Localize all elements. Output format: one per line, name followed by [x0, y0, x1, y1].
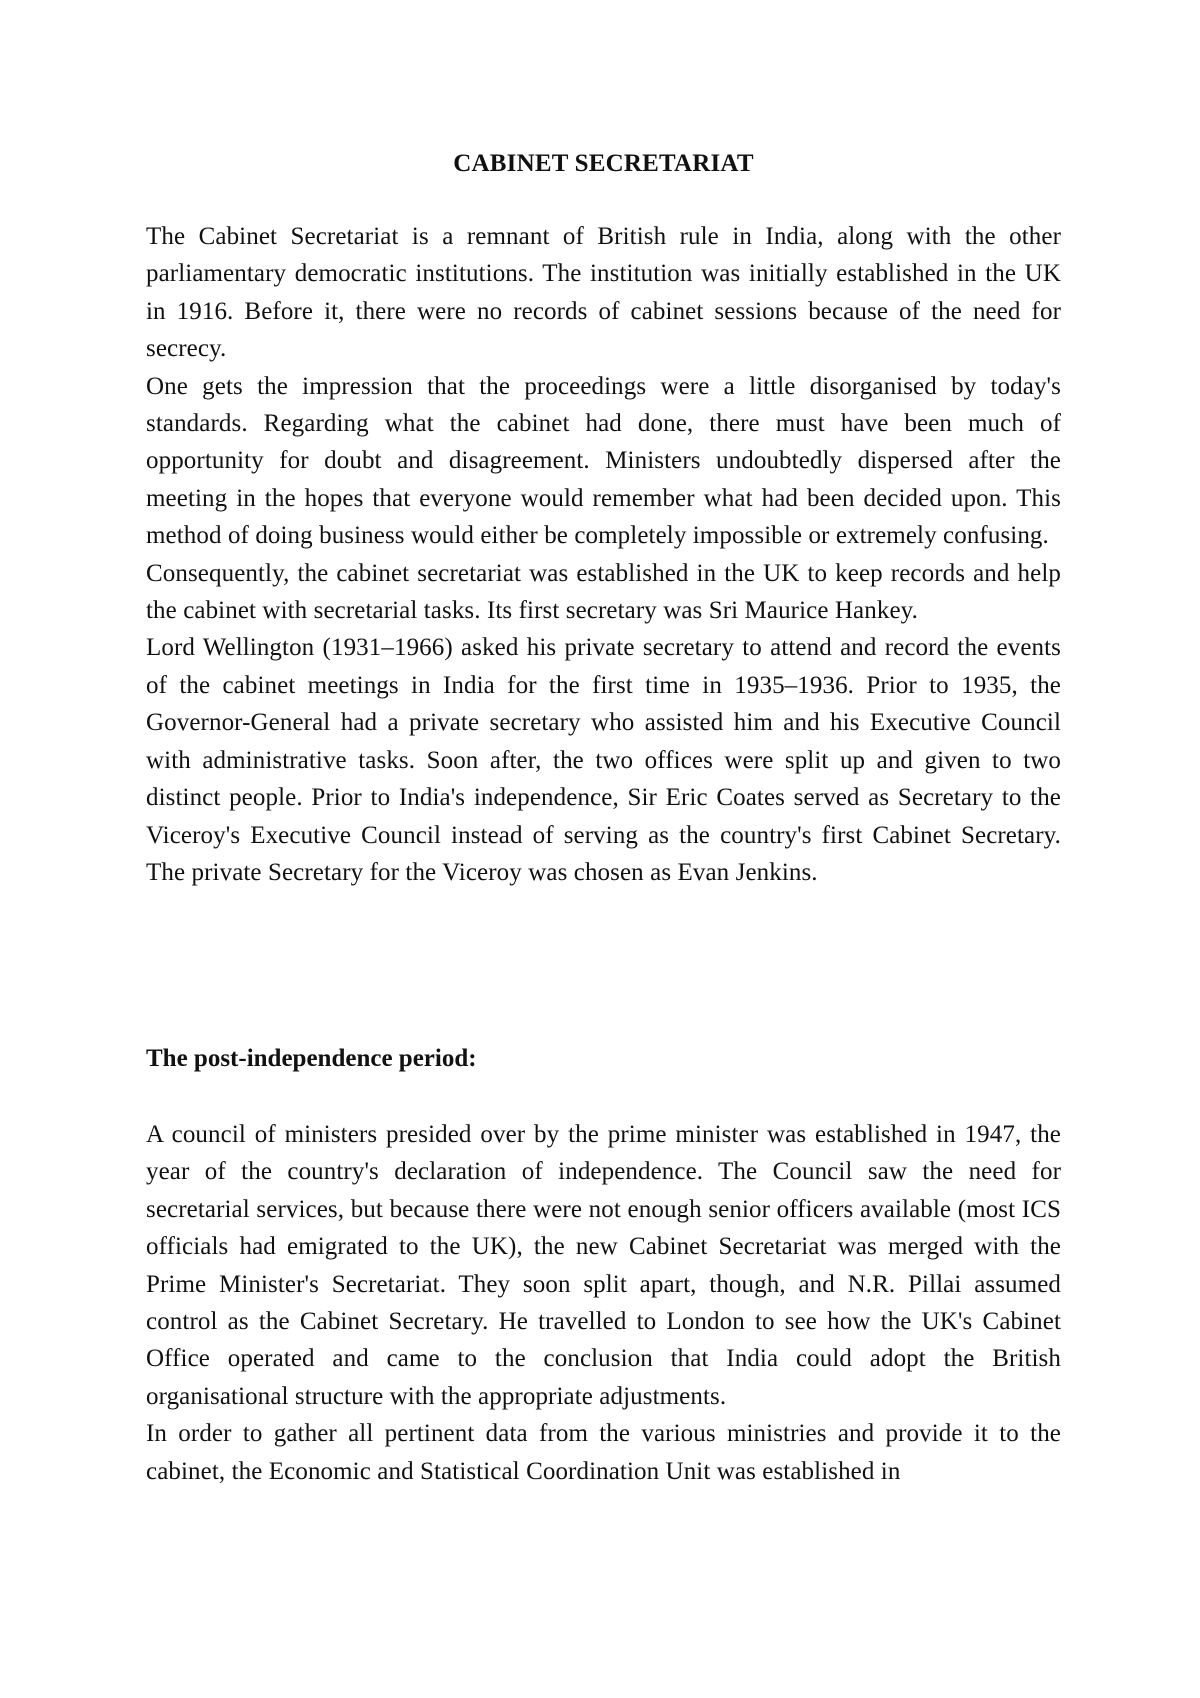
paragraph-proceedings: One gets the impression that the proceedings were a little disorganised by today's standards. Regarding what the cabinet had done, there must have been much of opportunity for doubt and disagreement. Ministers undoubtedly dispersed after the meeting in the hopes that everyone would remember what had been decided upon. This method of doing business would either be completely impossible or extremely confusing. — [146, 372, 1061, 550]
paragraph-council-of-ministers: A council of ministers presided over by the prime minister was established in 1947, the year of the country's declaration of independence. The Council saw the need for secretarial services, but because there were not enough senior officers available (most ICS officials had emigrated to the UK), the new Cabinet Secretariat was merged with the Prime Minister's Secretariat. They soon split apart, though, and N.R. Pillai assumed control as the Cabinet Secretary. He travelled to London to see how the UK's Cabinet Office operated and came to the conclusion that India could adopt the British organisational structure with the appropriate adjustments. — [146, 1121, 1061, 1410]
paragraph-uk-establishment: Consequently, the cabinet secretariat was established in the UK to keep records and help the cabinet with secretarial tasks. Its first secretary was Sri Maurice Hankey. — [146, 559, 1061, 625]
intro-section — [146, 218, 1061, 891]
paragraph-india-history: Lord Wellington (1931–1966) asked his private secretary to attend and record the events of the cabinet meetings in India for the first time in 1935–1936. Prior to 1935, the Governor-General had a private secretary who assisted him and his Executive Council with administrative tasks. Soon after, the two offices were split up and given to two distinct people. Prior to India's independence, Sir Eric Coates served as Secretary to the Viceroy's Executive Council instead of serving as the country's first Cabinet Secretary. The private Secretary for the Viceroy was chosen as Evan Jenkins. — [146, 634, 1061, 886]
section-heading-post-independence: The post-independence period: — [146, 1045, 477, 1072]
paragraph-origin: The Cabinet Secretariat is a remnant of British rule in India, along with the other parliamentary democratic institutions. The institution was initially established in the UK in 1916. Before it, there were no records of cabinet sessions because of the need for secrecy. — [146, 223, 1061, 363]
post-independence-section — [146, 1116, 1061, 1490]
document-title: CABINET SECRETARIAT — [453, 150, 754, 177]
paragraph-statistical-unit: In order to gather all pertinent data from the various ministries and provide it to the cabinet, the Economic and Statistical Coordination Unit was established in — [146, 1420, 1061, 1485]
